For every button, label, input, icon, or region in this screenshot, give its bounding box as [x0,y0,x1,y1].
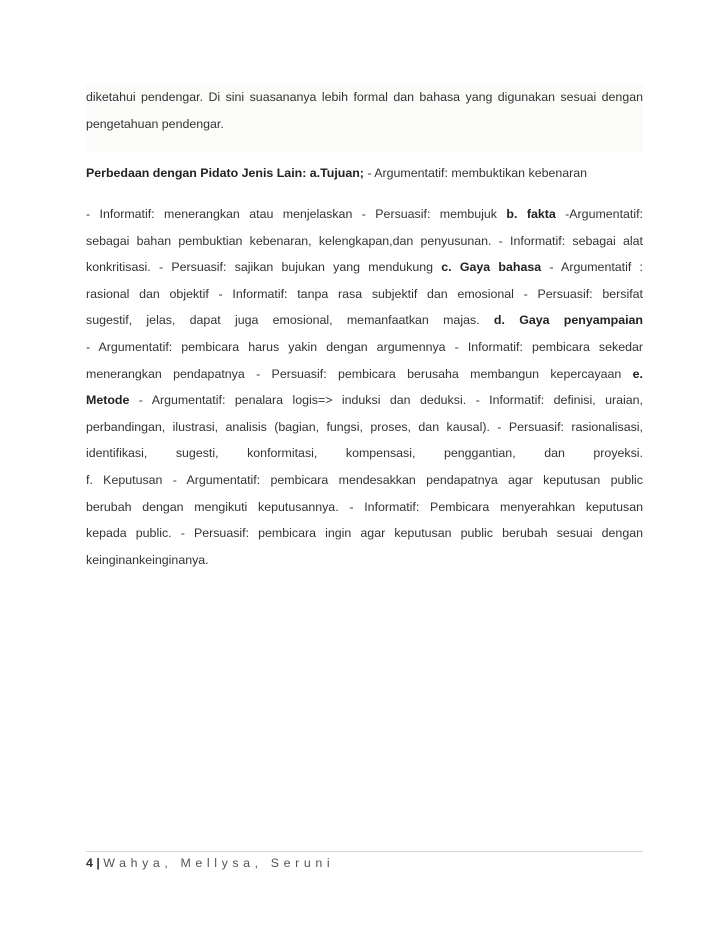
body-line [86,254,643,281]
body-text: identifikasi, sugesti, konformitasi, kompensasi, penggantian, dan proyeksi. [86,446,643,461]
body-line [86,387,643,414]
body-text: kepada public. - Persuasif: pembicara ingin agar keputusan public berubah sesuai dengan [86,526,643,541]
body-text: rasional dan objektif - Informatif: tanpa rasa subjektif dan emosional - Persuasif: bersifat [86,286,643,301]
body-line [86,361,643,388]
footer-authors: Wahya, Mellysa, Seruni [103,856,335,870]
body-text: perbandingan, ilustrasi, analisis (bagian, fungsi, proses, dan kausal). - Persuasif: rasionalisasi, [86,419,643,434]
document-page [86,84,643,573]
section-heading-rest: - Argumentatif: membuktikan kebenaran [363,166,588,180]
bold-subheading: d. Gaya penyampaian [493,313,643,328]
page-footer [86,851,643,870]
body-text: f. Keputusan - Argumentatif: pembicara mendesakkan pendapatnya agar keputusan public [86,472,643,487]
body-line [86,440,643,467]
body-text: - Argumentatif : [541,260,643,275]
bold-subheading: Metode [86,393,130,408]
page-number: 4 [86,856,93,870]
body-text: menerangkan pendapatnya - Persuasif: pembicara berusaha membangun kepercayaan [86,366,633,381]
body-line [86,334,643,361]
section-heading-bold: Perbedaan dengan Pidato Jenis Lain: a.Tujuan; [86,166,364,180]
body-line [86,414,643,441]
body-paragraph [86,201,643,573]
body-text: berubah dengan mengikuti keputusannya. - Informatif: Pembicara menyerahkan keputusan [86,499,643,514]
body-line [86,547,643,574]
bold-subheading: b. fakta [506,207,556,221]
body-text: konkritisasi. - Persuasif: sajikan bujukan yang mendukung [86,260,442,275]
body-line [86,307,643,334]
body-text: sugestif, jelas, dapat juga emosional, memanfaatkan majas. [86,313,494,328]
intro-line-1: diketahui pendengar. Di sini suasananya lebih formal dan bahasa yang digunakan sesuai dengan [86,90,643,104]
intro-line-2: pengetahuan pendengar. [86,117,224,131]
body-text: - Argumentatif: pembicara harus yakin dengan argumennya - Informatif: pembicara sekedar [86,339,643,354]
body-text: keinginankeinginanya. [86,552,209,567]
body-text: - Argumentatif: penalara logis=> induksi dan deduksi. - Informatif: definisi, uraian, [129,393,643,408]
body-line [86,281,643,308]
bold-subheading: c. Gaya bahasa [441,260,542,275]
section-heading [86,160,643,187]
body-line [86,520,643,547]
footer-separator: | [96,856,100,870]
body-line [86,494,643,521]
bold-subheading: e. [632,366,643,381]
body-line [86,201,643,228]
body-text: -Argumentatif: [555,207,643,221]
intro-paragraph [86,84,643,152]
body-line [86,228,643,255]
body-text: sebagai bahan pembuktian kebenaran, kelengkapan,dan penyusunan. - Informatif: sebagai alat [86,233,643,248]
body-text: - Informatif: menerangkan atau menjelaskan - Persuasif: membujuk [86,207,507,221]
body-line [86,467,643,494]
